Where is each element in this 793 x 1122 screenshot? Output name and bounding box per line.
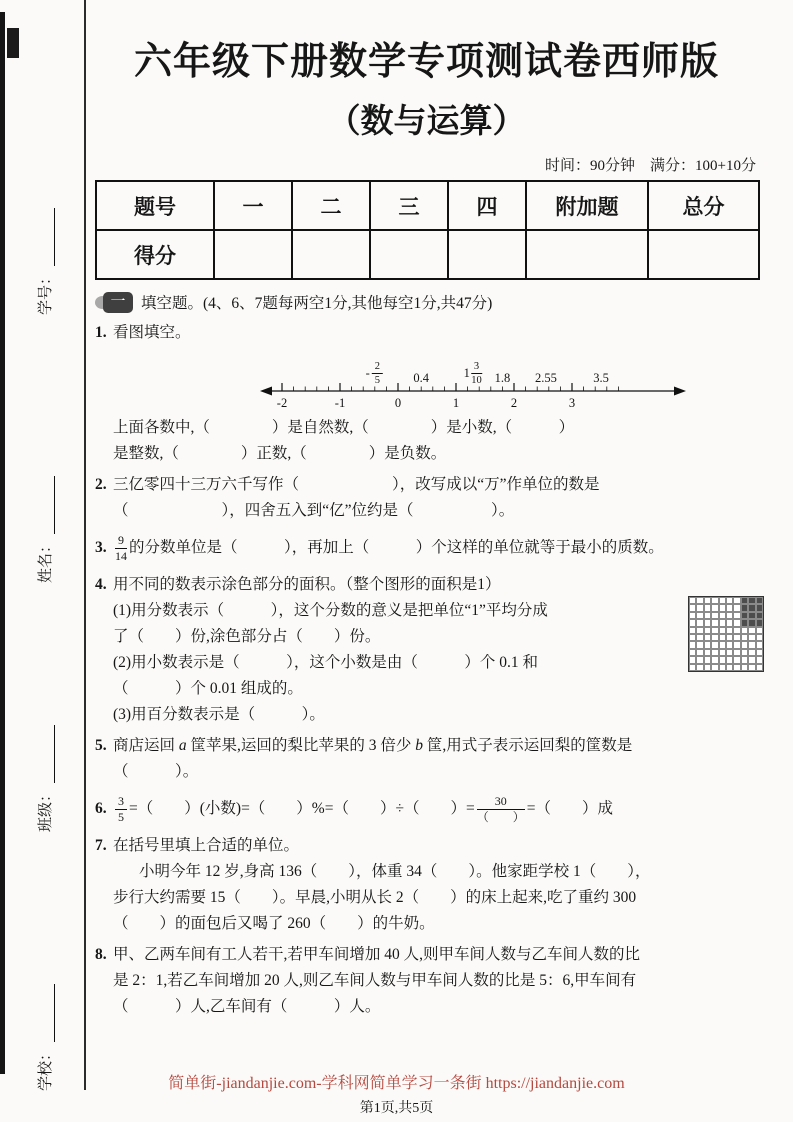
score-table-score-row — [96, 230, 759, 279]
question-5 — [95, 733, 758, 785]
svg-text:3: 3 — [568, 396, 576, 410]
question-5-text-line — [113, 733, 758, 759]
question-1 — [95, 320, 758, 467]
number-line-point: 3.5 — [593, 371, 609, 385]
question-7-text-line: 小明今年 12 岁,身高 136（ ），体重 34（ ）。他家距学校 1（ ）， — [139, 863, 651, 880]
score-cell-blank — [292, 230, 370, 279]
score-table-header-cell: 一 — [214, 181, 292, 230]
paper-subtitle: （数与运算） — [327, 104, 526, 140]
question-7 — [95, 833, 758, 937]
question-7-number: 7. — [95, 837, 107, 854]
score-table-header-row — [96, 181, 759, 230]
section-one-title: 填空题。(4、6、7题每两空1分,其他每空1分,共47分) — [141, 295, 493, 312]
question-8-text-line: 甲、乙两车间有工人若干,若甲车间增加 40 人,则甲车间人数与乙车间人数的比 — [113, 946, 641, 963]
question-4-sub1-line: 了（ ）份,涂色部分占（ ）份。 — [113, 628, 381, 645]
section-one-badge: 一 — [103, 292, 133, 313]
score-table-header-cell: 三 — [370, 181, 448, 230]
page-number: 第1页,共5页 — [359, 1101, 434, 1116]
question-2-number: 2. — [95, 476, 107, 493]
number-line-point: 2.55 — [534, 371, 557, 385]
score-table-header-cell: 二 — [292, 181, 370, 230]
school-blank-line — [39, 984, 55, 1042]
question-6-text: =（ ）(小数)=（ ）%=（ ）÷（ ）= — [129, 800, 475, 817]
score-table-header-cell: 总分 — [648, 181, 759, 230]
score-table-header-cell: 附加题 — [526, 181, 648, 230]
score-cell-blank — [214, 230, 292, 279]
question-1-text-line: 上面各数中,（ ）是自然数,（ ）是小数,（ ） — [113, 419, 575, 436]
question-3-number: 3. — [95, 539, 107, 556]
fraction-nine-fourteenths: $\frac{9}{14}$ — [115, 533, 127, 563]
question-2 — [95, 472, 758, 524]
student-number-blank-line — [39, 208, 55, 266]
svg-text:-2: -2 — [276, 396, 288, 410]
question-5-text: 筐苹果,运回的梨比苹果的 3 倍少 — [186, 737, 416, 754]
svg-text:0: 0 — [394, 396, 402, 410]
fraction-thirty-over-blank: $\frac{30}{( )}$ — [476, 794, 525, 824]
question-3-text: 的分数单位是（ ），再加上（ ）个这样的单位就等于最小的质数。 — [129, 539, 664, 556]
svg-text:-1: -1 — [334, 396, 346, 410]
student-name-label — [35, 433, 55, 583]
question-6 — [95, 790, 758, 828]
question-3-text-line — [113, 529, 758, 567]
student-number-text: 学号： — [38, 269, 54, 315]
question-7-text-line: （ ）的面包后又喝了 260（ ）的牛奶。 — [113, 915, 435, 932]
svg-text:1: 1 — [452, 396, 460, 410]
paper-title: 六年级下册数学专项测试卷西师版 — [133, 41, 719, 83]
scan-edge-strip — [0, 12, 5, 1074]
question-7-text-line: 步行大约需要 15（ ）。早晨,小明从长 2（ ）的床上起来,吃了重约 300 — [113, 889, 637, 906]
footer-watermark: 简单街-jiandanjie.com-学科网简单学习一条街 https://jiandanjie.com — [168, 1075, 625, 1092]
question-1-head: 看图填空。 — [113, 324, 191, 341]
score-table-header-cell: 四 — [448, 181, 526, 230]
question-8 — [95, 942, 758, 1020]
class-blank-line — [39, 725, 55, 783]
question-4 — [95, 572, 758, 728]
school-label — [35, 941, 55, 1091]
student-name-blank-line — [39, 476, 55, 534]
question-4-sub2-line: (2)用小数表示是（ ），这个小数是由（ ）个 0.1 和 — [113, 654, 538, 671]
question-4-sub3-line: (3)用百分数表示是（ ）。 — [113, 706, 325, 723]
question-6-text-line — [113, 790, 758, 828]
paper-content — [95, 0, 758, 1025]
question-8-text-line: （ ）人,乙车间有（ ）人。 — [113, 998, 381, 1015]
class-text: 班级： — [38, 786, 54, 832]
score-row-label: 得分 — [96, 230, 214, 279]
question-1-number: 1. — [95, 324, 107, 341]
student-name-text: 姓名： — [38, 537, 54, 583]
question-5-number: 5. — [95, 737, 107, 754]
number-line-point: 1.8 — [494, 371, 511, 385]
question-4-number: 4. — [95, 576, 107, 593]
question-4-head: 用不同的数表示涂色部分的面积。（整个图形的面积是1） — [113, 576, 501, 593]
score-table-header-cell: 题号 — [96, 181, 214, 230]
school-text: 学校： — [38, 1045, 54, 1091]
question-2-text-line: （ ），四舍五入到“亿”位约是（ ）。 — [113, 502, 515, 519]
question-6-text: =（ ）成 — [526, 800, 613, 817]
number-line-point: 1 $\frac{3}{10}$ — [463, 361, 482, 387]
section-one-header — [95, 291, 758, 313]
question-1-text-line: 是整数,（ ）正数,（ ）是负数。 — [113, 445, 447, 462]
score-cell-blank — [370, 230, 448, 279]
number-line-point: - $\frac{2}{5}$ — [366, 361, 384, 386]
fraction-three-fifths: $\frac{3}{5}$ — [115, 795, 127, 823]
time-score-info: 时间：90分钟 满分：100+10分 — [545, 158, 756, 174]
number-line-points — [258, 349, 688, 413]
variable-b: b — [415, 737, 424, 754]
variable-a: a — [178, 737, 187, 754]
question-2-text-line: 三亿零四十三万六千写作（ ），改写成以“万”作单位的数是 — [113, 476, 600, 493]
number-line-figure — [258, 349, 688, 413]
score-cell-blank — [648, 230, 759, 279]
question-7-head: 在括号里填上合适的单位。 — [113, 837, 300, 854]
question-8-text-line: 是 2：1,若乙车间增加 20 人,则乙车间人数与甲车间人数的比是 5：6,甲车间有 — [113, 972, 637, 989]
question-8-number: 8. — [95, 946, 107, 963]
svg-text:2: 2 — [510, 396, 518, 410]
question-4-sub1-line: (1)用分数表示（ ），这个分数的意义是把单位“1”平均分成 — [113, 602, 548, 619]
question-5-text: 筐,用式子表示运回梨的筐数是 — [423, 737, 633, 754]
question-5-text-line: （ ）。 — [113, 763, 199, 780]
score-table — [95, 180, 760, 280]
margin-divider-line — [84, 0, 86, 1090]
question-5-text: 商店运回 — [113, 737, 179, 754]
number-line-point: 0.4 — [413, 371, 429, 385]
question-4-sub2-line: （ ）个 0.01 组成的。 — [113, 680, 303, 697]
shaded-hundred-grid — [688, 596, 764, 672]
question-6-number: 6. — [95, 800, 107, 817]
class-label — [35, 682, 55, 832]
score-cell-blank — [448, 230, 526, 279]
corner-mark — [7, 28, 19, 58]
score-cell-blank — [526, 230, 648, 279]
question-3 — [95, 529, 758, 567]
student-number-label — [35, 165, 55, 315]
